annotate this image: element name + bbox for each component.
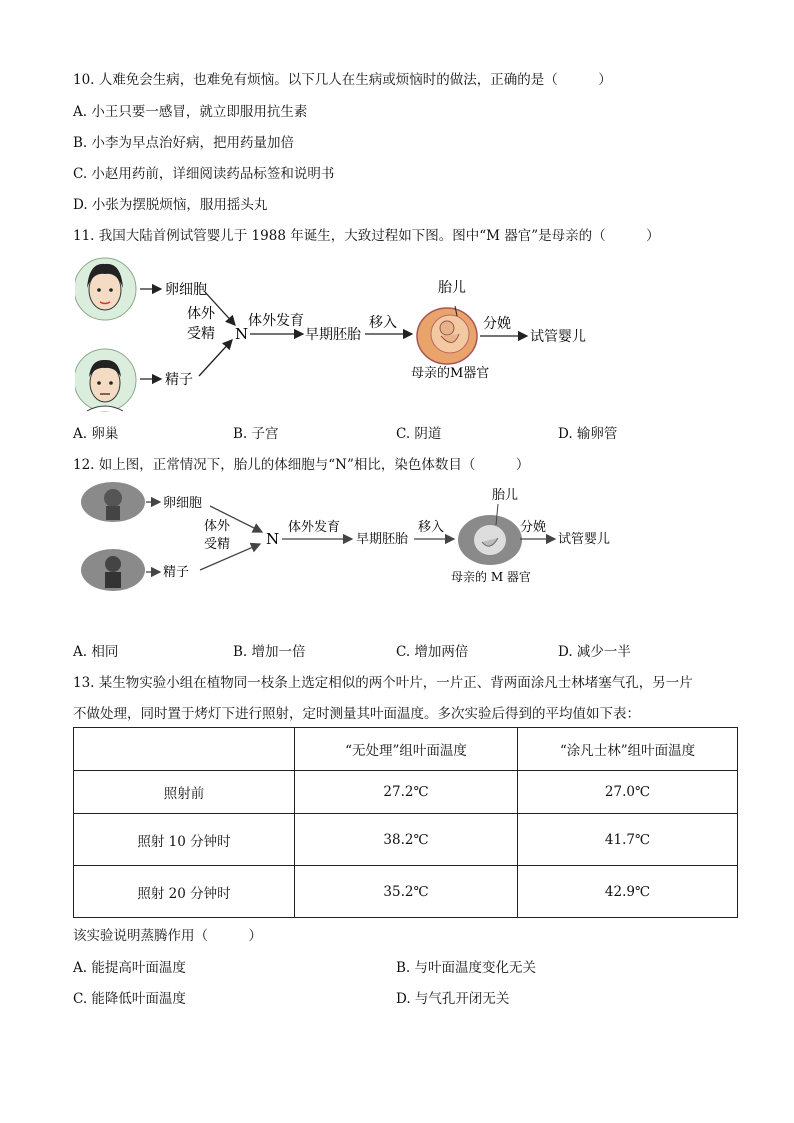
father-portrait-icon (81, 549, 145, 591)
table-cell: 照射 10 分钟时 (74, 814, 295, 866)
q11-option-b: B. 子宫 (233, 426, 279, 442)
q13-option-a: A. 能提高叶面温度 (73, 960, 186, 976)
q13-option-b: B. 与叶面温度变化无关 (396, 960, 537, 976)
fig12-birth-label: 分娩 (520, 520, 547, 535)
fig11-egg-label: 卵细胞 (165, 282, 207, 298)
q10-option-c: C. 小赵用药前，详细阅读药品标签和说明书 (73, 166, 335, 182)
table-cell: 27.0℃ (518, 771, 738, 814)
fig12-n-label: N (266, 530, 280, 548)
fig11-dev-label: 体外发育 (248, 313, 304, 329)
fig11-move-label: 移入 (369, 315, 397, 331)
q10-option-d: D. 小张为摆脱烦恼，服用摇头丸 (73, 197, 268, 213)
table-header-row (74, 728, 738, 771)
fig11-embryo-label: 早期胚胎 (305, 327, 361, 343)
table-cell: 41.7℃ (518, 814, 738, 866)
temperature-table (73, 727, 738, 918)
q11-option-d: D. 输卵管 (558, 426, 618, 442)
q10-option-b: B. 小李为早点治好病，把用药量加倍 (73, 135, 295, 151)
fig12-fert-label-1: 体外 (204, 519, 231, 534)
q13-conclusion: 该实验说明蒸腾作用（ ） (73, 928, 262, 944)
table-row (74, 771, 738, 814)
q12-option-d: D. 减少一半 (558, 644, 631, 660)
fig12-dev-label: 体外发育 (288, 520, 341, 535)
q10-stem: 10. 人难免会生病，也难免有烦恼。以下几人在生病或烦恼时的做法，正确的是（ ） (73, 72, 612, 88)
fig11-organ-label: 母亲的M器官 (411, 366, 490, 381)
fig12-baby-label: 试管婴儿 (558, 532, 611, 547)
fig12-sperm-label: 精子 (163, 565, 190, 580)
q13-stem-line-2: 不做处理，同时置于烤灯下进行照射，定时测量其叶面温度。多次实验后得到的平均值如下表： (73, 706, 640, 722)
fig11-baby-label: 试管婴儿 (530, 329, 586, 345)
table-cell: 照射前 (74, 771, 295, 814)
q12-stem: 12. 如上图，正常情况下，胎儿的体细胞与“N”相比，染色体数目（ ） (73, 457, 530, 473)
uterus-illustration-icon (458, 504, 522, 565)
q13-option-d: D. 与气孔开闭无关 (396, 991, 510, 1007)
fig12-move-label: 移入 (418, 520, 445, 535)
q10-option-a: A. 小王只要一感冒，就立即服用抗生素 (73, 104, 308, 120)
fig12-fert-label-2: 受精 (204, 537, 231, 552)
fig12-embryo-label: 早期胚胎 (356, 532, 409, 547)
fig11-sperm-label: 精子 (165, 372, 193, 388)
q11-figure (75, 252, 605, 417)
table-cell: 38.2℃ (295, 814, 518, 866)
fig11-fert-label-1: 体外 (187, 306, 215, 322)
fig11-fert-label-2: 受精 (187, 326, 215, 342)
q12-option-a: A. 相同 (73, 644, 119, 660)
table-cell: 27.2℃ (295, 771, 518, 814)
father-portrait-icon (75, 349, 136, 411)
fig11-birth-label: 分娩 (483, 316, 511, 332)
mother-portrait-icon (81, 482, 145, 522)
table-cell: 照射 20 分钟时 (74, 866, 295, 918)
fig11-fetus-label: 胎儿 (438, 280, 466, 296)
mother-portrait-icon (75, 258, 136, 320)
q11-option-a: A. 卵巢 (73, 426, 119, 442)
table-cell: 42.9℃ (518, 866, 738, 918)
fig12-organ-label: 母亲的 M 器官 (451, 570, 531, 584)
table-cell: 35.2℃ (295, 866, 518, 918)
q12-option-b: B. 增加一倍 (233, 644, 306, 660)
q11-stem: 11. 我国大陆首例试管婴儿于 1988 年诞生，大致过程如下图。图中“M 器官”是母亲的（ ） (73, 228, 660, 244)
q13-option-c: C. 能降低叶面温度 (73, 991, 186, 1007)
q13-stem-line-1: 13. 某生物实验小组在植物同一枝条上选定相似的两个叶片，一片正、背两面涂凡士林堵塞气孔，另一片 (73, 675, 693, 691)
table-row (74, 814, 738, 866)
table-header-cell: “涂凡士林”组叶面温度 (518, 728, 738, 771)
table-header-cell: “无处理”组叶面温度 (295, 728, 518, 771)
q12-figure (80, 480, 620, 600)
uterus-illustration-icon (417, 306, 477, 364)
table-row (74, 866, 738, 918)
q12-option-c: C. 增加两倍 (396, 644, 469, 660)
table-header-cell (74, 728, 295, 771)
q11-option-c: C. 阴道 (396, 426, 442, 442)
fig12-fetus-label: 胎儿 (492, 488, 519, 503)
fig11-n-label: N (235, 325, 249, 343)
fig12-egg-label: 卵细胞 (163, 496, 203, 511)
